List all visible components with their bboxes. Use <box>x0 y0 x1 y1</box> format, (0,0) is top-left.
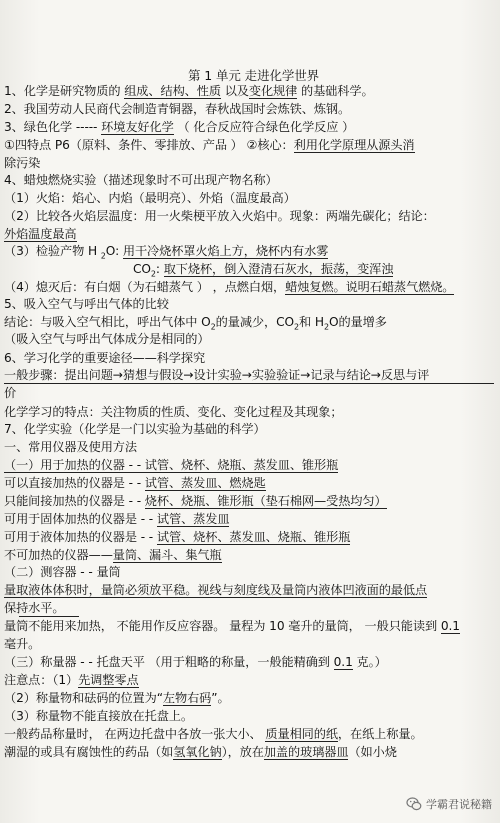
text-line-7: （1）火焰：焰心、内焰（最明亮）、外焰（温度最高） <box>4 191 296 205</box>
text: （3）称量物不能直接放在托盘上。 <box>4 709 193 723</box>
underlined-text: 左物右码 <box>162 691 212 705</box>
underlined-text: 量筒、漏斗、集气瓶 <box>112 548 222 562</box>
text: （2）称量物和砝码的位置为“ <box>4 691 163 705</box>
text-line-37 <box>4 744 397 761</box>
underlined-text: 试管、蒸发皿 <box>156 512 230 526</box>
wechat-icon <box>406 796 422 812</box>
text: 潮湿的或具有腐蚀性的药品（如 <box>4 745 174 759</box>
subscript: 2 <box>294 322 300 332</box>
text: （三）称量器 - - 托盘天平 （用于粗略的称量，一般能精确到 <box>4 655 334 669</box>
text: 的量减少，CO <box>215 315 295 329</box>
text-line-12: 5、吸入空气与呼出气体的比较 <box>4 297 169 311</box>
underlined-text: 0.1 <box>440 619 460 633</box>
text: （3）检验产物 H <box>4 244 101 258</box>
text: 结论：与吸入空气相比，呼出气体中 O <box>4 315 211 329</box>
underlined-text: 利用化学原理从源头消 <box>293 138 415 152</box>
text: 1、化学是研究物质的 <box>4 84 125 98</box>
text-line-34 <box>4 690 230 707</box>
text-line-36 <box>4 726 423 743</box>
underlined-text: 取下烧杯，倒入澄清石灰水，振荡，变浑浊 <box>163 262 394 276</box>
text: O的量增多 <box>328 315 387 329</box>
text-line-16: 一般步骤：提出问题→猜想与假设→设计实验→实验验证→记录与结论→反思与评 <box>4 368 430 382</box>
text-line-15: 6、学习化学的重要途径——科学探究 <box>4 351 206 365</box>
underlined-text: 试管、烧杯、蒸发皿、烧瓶、锥形瓶 <box>156 530 351 544</box>
underlined-text: 变化规律 <box>248 84 298 98</box>
text-line-21 <box>4 457 338 474</box>
text: ”。 <box>211 691 230 705</box>
text: 3、绿色化学 ----- <box>4 120 102 134</box>
watermark-text: 学霸君说秘籍 <box>426 798 492 811</box>
text-line-20: 一、常用仪器及使用方法 <box>4 440 137 454</box>
text: O: <box>105 244 123 258</box>
watermark <box>406 796 492 812</box>
text-line-30 <box>4 618 460 635</box>
underlined-text: 0.1 <box>333 655 353 669</box>
text-line-17: 价 <box>4 386 17 400</box>
text: ①四特点 P6（原料、条件、零排放、产品 ） ②核心： <box>4 138 294 152</box>
text-line-35 <box>4 708 193 725</box>
text-line-31: 毫升。 <box>4 637 41 651</box>
subscript: 2 <box>150 269 156 279</box>
text: 和 H <box>299 315 324 329</box>
text: 克。） <box>352 655 387 669</box>
text-line-19: 7、化学实验（化学是一门以实验为基础的科学） <box>4 422 266 436</box>
underlined-text: 试管、蒸发皿、燃烧匙 <box>144 476 266 490</box>
text-line-11 <box>4 279 454 296</box>
underlined-text: 蜡烛复燃。说明石蜡蒸气燃烧。 <box>285 280 455 294</box>
underlined-text: 量取液体体积时，量筒必须放平稳。视线与刻度线及量筒内液体凹液面的最低点 <box>4 583 428 597</box>
text-line-14: （吸入空气与呼出气体成分是相同的） <box>4 332 210 346</box>
subscript: 2 <box>210 322 216 332</box>
text: 不可加热的仪器—— <box>4 548 113 562</box>
text: CO <box>133 262 151 276</box>
text-line-9 <box>4 226 77 243</box>
underlined-text: 用干冷烧杯罩火焰上方，烧杯内有水雾 <box>122 244 329 258</box>
text-line-8: （2）比较各火焰层温度：用一火柴梗平放入火焰中。现象：两端先碳化；结论： <box>4 209 435 223</box>
text-line-25 <box>4 529 350 546</box>
underlined-text: 质量相同的纸 <box>265 727 338 741</box>
text-line-4 <box>4 137 415 154</box>
underlined-text: 环境友好化学 <box>101 120 174 134</box>
text-line-1 <box>4 83 374 100</box>
text: 一般药品称量时， 在两边托盘中各放一张大小、 <box>4 727 266 741</box>
subscript: 2 <box>100 251 106 261</box>
text-line-28 <box>4 582 427 599</box>
underlined-text: 氢氧化钠 <box>173 745 222 759</box>
text-line-6: 4、蜡烛燃烧实验（描述现象时不可出现产物名称） <box>4 173 278 187</box>
text-line-3 <box>4 119 354 136</box>
underline-rule <box>19 616 79 617</box>
text: ），放在 <box>221 745 264 759</box>
text: 可以直接加热的仪器是 - - <box>4 476 145 490</box>
text: （如小烧 <box>348 745 397 759</box>
underlined-text: 外焰温度最高 <box>4 227 77 241</box>
text-line-32 <box>4 654 387 671</box>
text: 以及 <box>220 84 249 98</box>
text-line-18: 化学学习的特点：关注物质的性质、变化、变化过程及其现象； <box>4 405 343 419</box>
text: （4）熄灭后：有白烟（为石蜡蒸气 ） ，点燃白烟， <box>4 280 286 294</box>
text: 注意点：（1） <box>4 673 79 687</box>
text: 的基础科学。 <box>297 84 374 98</box>
text: 只能间接加热的仪器是 - - <box>4 494 145 508</box>
subscript: 2 <box>323 322 329 332</box>
text-line-24 <box>4 511 229 528</box>
text-line-5: 除污染 <box>4 156 41 170</box>
text-line-27: （二）测容器 - - 量筒 <box>4 565 121 579</box>
text-line-23 <box>4 493 387 510</box>
underlined-text: 加盖的玻璃器皿 <box>263 745 349 759</box>
text-line-2: 2、我国劳动人民商代会制造青铜器，春秋战国时会炼铁、炼钢。 <box>4 102 351 116</box>
text-line-29: 保持水平。 <box>4 601 65 615</box>
underlined-text: 先调整零点 <box>78 673 139 687</box>
underlined-text: 组成、结构、性质 <box>124 84 221 98</box>
text-line-33 <box>4 672 139 689</box>
text-line-26 <box>4 547 222 564</box>
page-title: 第 1 单元 走进化学世界 <box>188 68 320 83</box>
text: 量筒不能用来加热， 不能用作反应容器。 量程为 10 毫升的量筒， 一般只能读到 <box>4 619 441 633</box>
underline-rule <box>4 383 494 384</box>
text: （ 化合反应符合绿色化学反应 ） <box>173 120 355 134</box>
text: ，在纸上称量。 <box>337 727 423 741</box>
text: 可用于液体加热的仪器是 - - <box>4 530 157 544</box>
text: 可用于固体加热的仪器是 - - <box>4 512 157 526</box>
underlined-text: （一）用于加热的仪器 - - 试管、烧杯、烧瓶、蒸发皿、锥形瓶 <box>4 458 339 472</box>
text-line-22 <box>4 475 266 492</box>
underlined-text: 烧杯、烧瓶、锥形瓶（垫石棉网—受热均匀） <box>144 494 387 508</box>
text: : <box>155 262 164 276</box>
